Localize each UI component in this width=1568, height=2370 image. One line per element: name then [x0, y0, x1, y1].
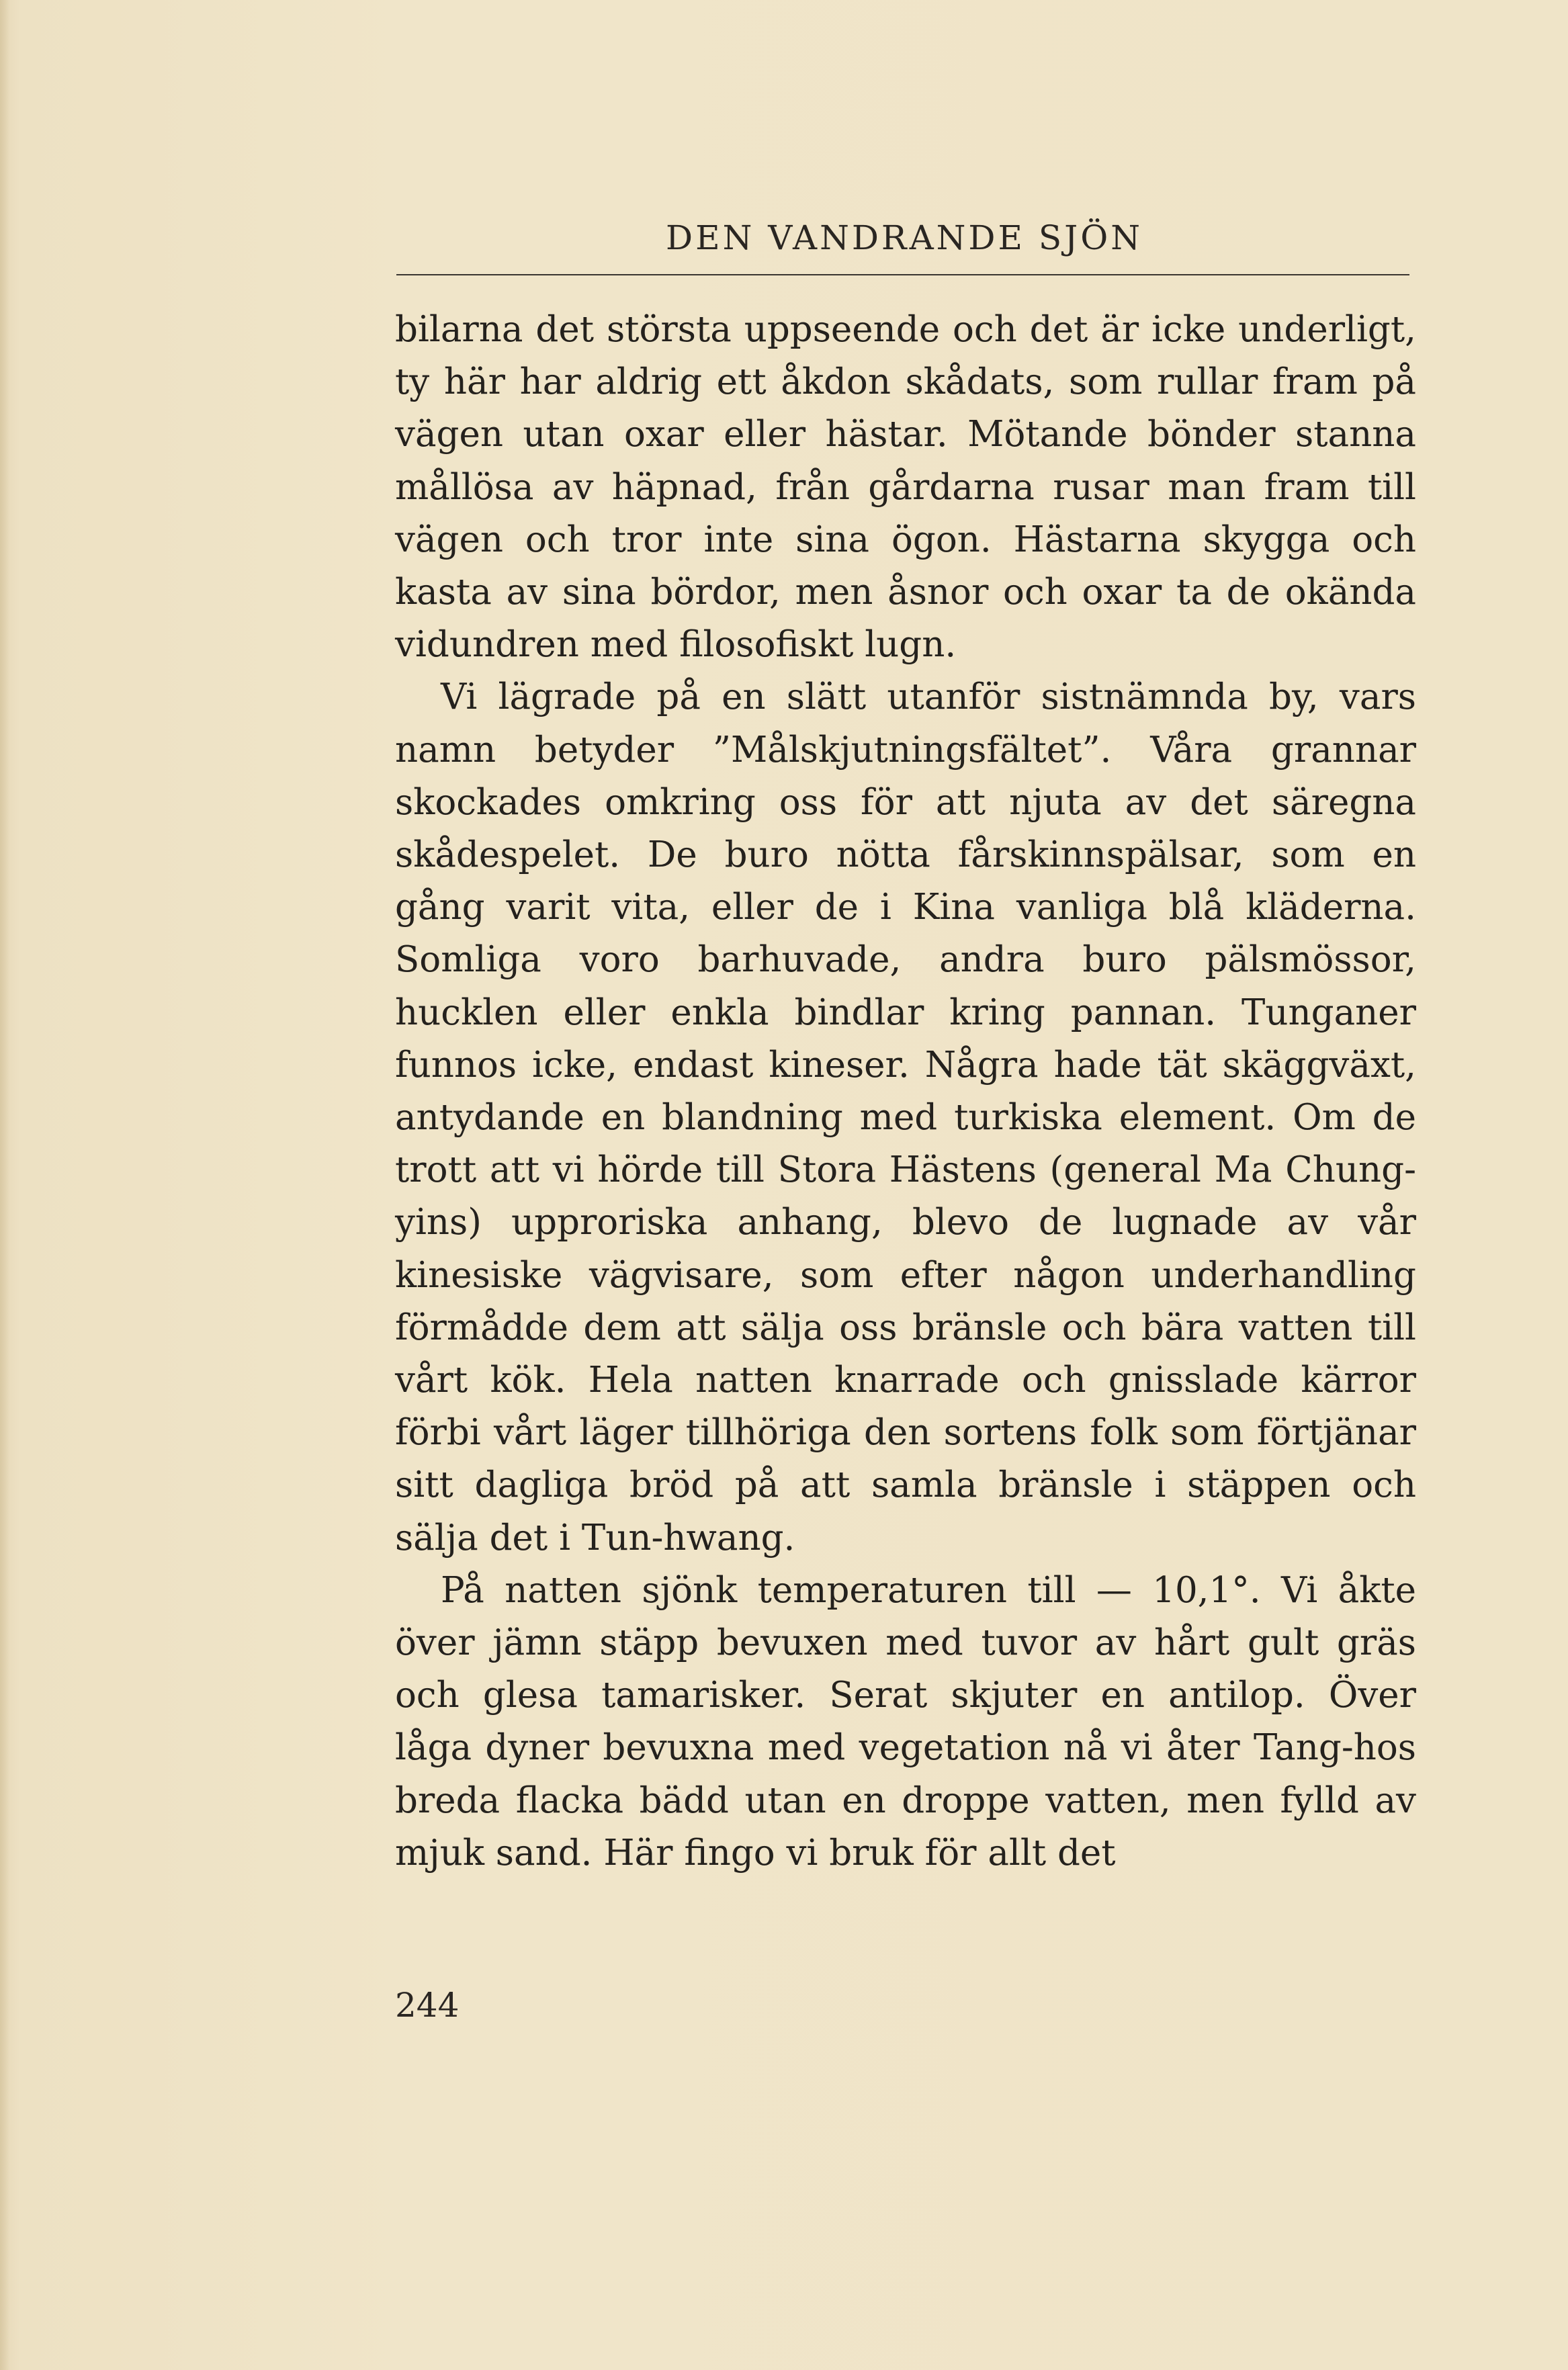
running-head: DEN VANDRANDE SJÖN — [666, 218, 1143, 257]
page-gutter-shadow — [0, 0, 9, 2370]
paragraph: På natten sjönk temperaturen till — 10,1°. Vi åkte över jämn stäpp bevuxen med tuvor av hårt gult gräs och glesa tamarisker. Serat skjuter en antilop. Över låga dyner bevuxna med vegetation nå vi åter Tang-hos breda flacka bädd utan en droppe vatten, men fylld av mjuk sand. Här fingo vi bruk för allt det — [395, 1569, 1416, 1874]
header-rule — [396, 274, 1409, 275]
page-number: 244 — [395, 1986, 460, 2025]
paragraph-continued: bilarna det största uppseende och det är icke underligt, ty här har aldrig ett åkdon skådats, som rullar fram på vägen utan oxar eller hästar. Mötande bönder stanna mållösa av häpnad, från gårdarna rusar man fram till vägen och tror inte sina ögon. Hästarna skygga och kasta av sina bördor, men åsnor och oxar ta de okända vidundren med filosofiskt lugn. — [395, 309, 1416, 666]
paragraph: Vi lägrade på en slätt utanför sistnämnda by, vars namn betyder ”Målskjutningsfältet”. Våra grannar skockades omkring oss för att njuta av det säregna skådespelet. De buro nötta fårskinnspälsar, som en gång varit vita, eller de i Kina vanliga blå kläderna. Somliga voro barhuvade, andra buro pälsmössor, hucklen eller enkla bindlar kring pannan. Tunganer funnos icke, endast kineser. Några hade tät skäggväxt, antydande en blandning med turkiska element. Om de trott att vi hörde till Stora Hästens (general Ma Chung-yins) upproriska anhang, blevo de lugnade av vår kinesiske vägvisare, som efter någon underhandling förmådde dem att sälja oss bränsle och bära vatten till vårt kök. Hela natten knarrade och gnisslade kärror förbi vårt läger tillhöriga den sortens folk som förtjänar sitt dagliga bröd på att samla bränsle i stäppen och sälja det i Tun-hwang. — [395, 676, 1416, 1559]
body-text — [395, 304, 1416, 1880]
